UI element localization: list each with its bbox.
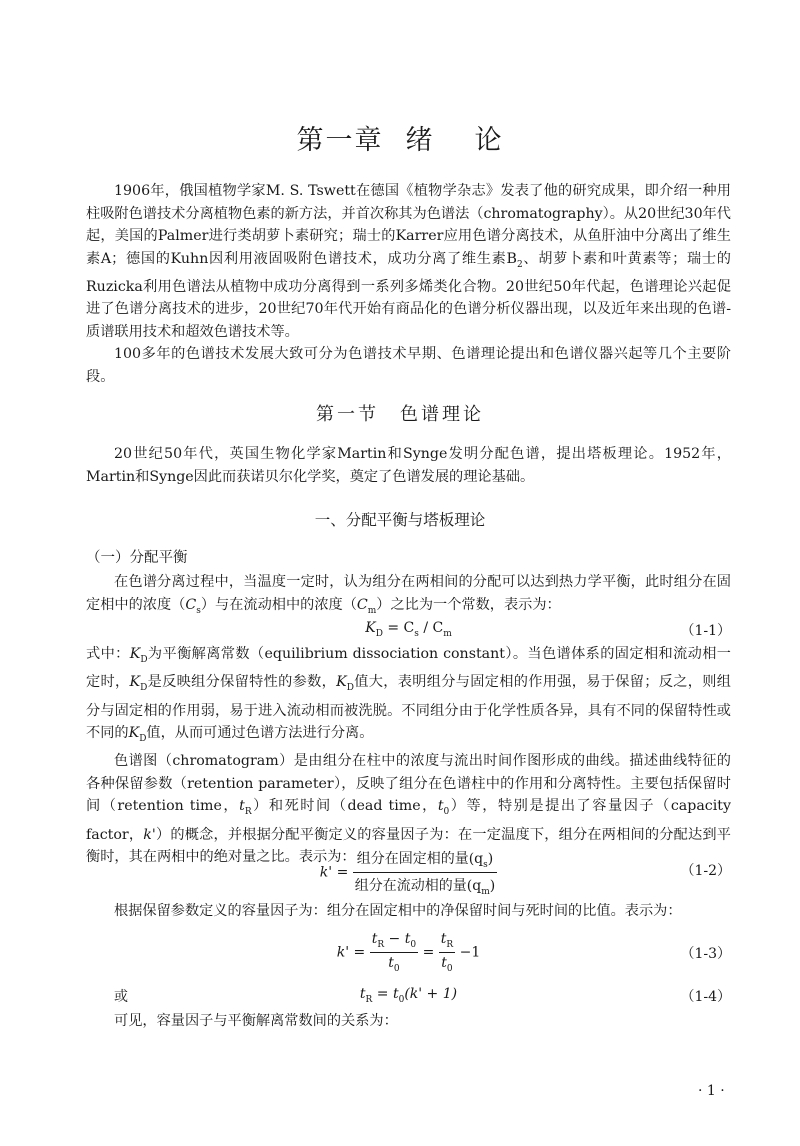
chapter-label: 第一章 bbox=[296, 125, 384, 156]
part1-p1: 在色谱分离过程中，当温度一定时，认为组分在两相间的分配可以达到热力学平衡，此时组分在固定相中的浓度$(C_s)$与在流动相中的浓度$(C_m)$之比为一个常数，表示为： bbox=[86, 574, 731, 616]
intro-paragraph-1: 1906年，俄国植物学家M. S. Tswett在德国《植物学杂志》发表了他的研究成果，即介绍一种用柱吸附色谱技术分离植物色素的新方法，并首次称其为色谱法（chromatography）。从20世纪30年代起，美国的Palmer进行类胡萝卜素研究；瑞士的Karrer应用色谱分离技术，从鱼肝油中分离出了维生素A；德国的Kuhn因利用液固吸附色谱技术，成功分离了维生素$B_2$、胡萝卜素和叶黄素等；瑞士的Ruzicka利用色谱法从植物中成功分离得到一系列多烯类化合物。20世纪50年代起，色谱理论兴起促进了色谱分离技术的进步，20世纪70年代开始有商品化的色谱分析仪器出现，以及近年来出现的色谱-质谱联用技术和超效色谱技术等。 bbox=[86, 183, 731, 340]
or-label: 或 bbox=[114, 989, 128, 1005]
equation-1-3: k' = $\frac{t_R - t_0}{t_0}$ = $\frac{t_R}{t_0}$ −1 （1-3） bbox=[336, 931, 731, 974]
equation-number: （1-2） bbox=[680, 863, 731, 879]
equation-1-1: $K_D = C_s / C_m$ （1-1） bbox=[365, 620, 731, 639]
section-paragraph: 20世纪50年代，英国生物化学家Martin和Synge发明分配色谱，提出塔板理论。1952年，Martin和Synge因此而获诺贝尔化学奖，奠定了色谱发展的理论基础。 bbox=[86, 446, 731, 485]
part-title: （一）分配平衡 bbox=[86, 550, 188, 566]
chapter-title bbox=[0, 118, 800, 157]
section-title: 第一节 色谱理论 bbox=[316, 404, 484, 425]
equation-number: （1-3） bbox=[680, 946, 731, 962]
equation-number: （1-4） bbox=[680, 989, 731, 1005]
section-intro bbox=[86, 443, 731, 488]
part1-p5: 可见，容量因子与平衡解离常数间的关系为： bbox=[114, 1013, 398, 1029]
part1-p2: 式中：$K_D$为平衡解离常数（equilibrium dissociation constant）。当色谱体系的固定相和流动相一定时，$K_D$是反映组分保留特性的参数，$K_D$值大，表明组分与固定相的作用强，易于保留；反之，则组分与固定相的作用弱，易于进入流动相而被洗脱。不同组分由于化学性质各异，具有不同的保留特性或不同的$K_D$值，从而可通过色谱方法进行分离。 色谱图（chromatogram）是由组分在柱中的浓度与流出时间作图形成的曲线。描述曲线特征的各种保留参数（retention parameter），反映了组分在色谱柱中的作用和分离特性。主要包括保留时间（retention time，$t_R$）和死时间（dead time，$t_0$）等，特别是提出了容量因子（capacity factor，k'）的概念，并根据分配平衡定义的容量因子为：在一定温度下，组分在两相间的分配达到平衡时，其在两相中的绝对量之比。表示为： bbox=[86, 646, 731, 866]
subsection-title: 一、分配平衡与塔板理论 bbox=[314, 511, 486, 529]
part1-p4: 根据保留参数定义的容量因子为：组分在固定相中的净保留时间与死时间的比值。表示为： bbox=[114, 903, 682, 919]
intro-block bbox=[86, 180, 731, 388]
equation-1-4: 或 $t_R = t_0(k' + 1)$ （1-4） bbox=[114, 986, 731, 1005]
equation-1-2: k' = $\frac{组分在固定相的量(q_s)}{组分在流动相的量(q_m)}$ （1-2） bbox=[86, 848, 731, 892]
intro-paragraph-2: 100多年的色谱技术发展大致可分为色谱技术早期、色谱理论提出和色谱仪器兴起等几个主要阶段。 bbox=[86, 346, 731, 385]
page-number: · 1 · bbox=[698, 1083, 725, 1099]
chapter-word2: 论 bbox=[474, 125, 504, 156]
chapter-word1: 绪 bbox=[405, 125, 435, 156]
equation-number: （1-1） bbox=[680, 623, 731, 639]
